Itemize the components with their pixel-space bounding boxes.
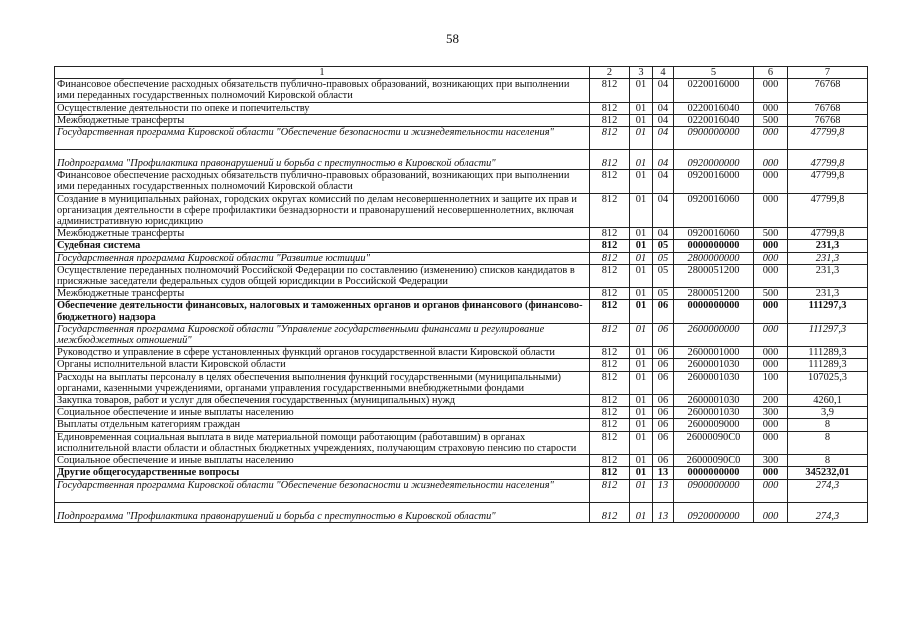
row-ved-code: 812 [590,419,630,431]
row-expense-type: 500 [754,288,788,300]
table-row [55,114,868,126]
table-row [55,288,868,300]
row-amount: 231,3 [788,252,868,264]
table-row [55,467,868,479]
row-subsection-code: 04 [653,228,674,240]
row-target-article: 2800051200 [674,288,754,300]
row-target-article: 0000000000 [674,300,754,323]
table-row [55,170,868,193]
row-subsection-code: 05 [653,240,674,252]
row-section-code: 01 [630,395,653,407]
row-amount: 76768 [788,79,868,102]
row-section-code: 01 [630,419,653,431]
row-name: Осуществление переданных полномочий Российской Федерации по составлению (изменению) списков кандидатов в присяжные заседатели федеральных судов общей юрисдикции в Российской Федерации [55,264,590,287]
row-amount: 231,3 [788,240,868,252]
row-section-code: 01 [630,228,653,240]
row-section-code: 01 [630,467,653,479]
row-section-code: 01 [630,102,653,114]
table-row [55,228,868,240]
row-subsection-code: 06 [653,419,674,431]
row-target-article: 2600001000 [674,347,754,359]
row-target-article: 0900000000 [674,479,754,502]
row-expense-type: 200 [754,395,788,407]
row-expense-type: 000 [754,127,788,150]
table-row [55,193,868,228]
row-subsection-code: 04 [653,102,674,114]
column-number: 6 [754,67,788,79]
row-expense-type: 500 [754,114,788,126]
row-ved-code: 812 [590,467,630,479]
row-name: Государственная программа Кировской области "Обеспечение безопасности и жизнедеятельности населения" [55,127,590,150]
row-amount: 8 [788,455,868,467]
row-section-code: 01 [630,502,653,522]
row-expense-type: 000 [754,323,788,346]
table-row [55,502,868,522]
row-amount: 274,3 [788,502,868,522]
row-subsection-code: 06 [653,455,674,467]
row-amount: 47799,8 [788,150,868,170]
row-subsection-code: 04 [653,127,674,150]
row-target-article: 2800051200 [674,264,754,287]
row-amount: 47799,8 [788,228,868,240]
row-section-code: 01 [630,300,653,323]
row-name: Другие общегосударственные вопросы [55,467,590,479]
row-ved-code: 812 [590,252,630,264]
row-ved-code: 812 [590,114,630,126]
row-expense-type: 100 [754,371,788,394]
row-ved-code: 812 [590,300,630,323]
row-ved-code: 812 [590,479,630,502]
row-amount: 8 [788,431,868,454]
row-amount: 274,3 [788,479,868,502]
row-section-code: 01 [630,240,653,252]
row-amount: 3,9 [788,407,868,419]
row-subsection-code: 13 [653,467,674,479]
table-row [55,300,868,323]
row-ved-code: 812 [590,240,630,252]
row-section-code: 01 [630,479,653,502]
row-section-code: 01 [630,127,653,150]
row-name: Подпрограмма "Профилактика правонарушений и борьба с преступностью в Кировской области" [55,502,590,522]
row-name: Подпрограмма "Профилактика правонарушений и борьба с преступностью в Кировской области" [55,150,590,170]
row-expense-type: 000 [754,502,788,522]
row-target-article: 26000090С0 [674,431,754,454]
row-target-article: 2600000000 [674,323,754,346]
row-section-code: 01 [630,79,653,102]
table-row [55,419,868,431]
row-name: Судебная система [55,240,590,252]
row-ved-code: 812 [590,228,630,240]
row-ved-code: 812 [590,264,630,287]
row-subsection-code: 06 [653,359,674,371]
row-name: Финансовое обеспечение расходных обязательств публично-правовых образований, возникающих при выполнении ими переданных государственных полномочий Кировской области [55,170,590,193]
row-expense-type: 300 [754,455,788,467]
row-name: Осуществление деятельности по опеке и попечительству [55,102,590,114]
row-name: Расходы на выплаты персоналу в целях обеспечения выполнения функций государственными (муниципальными) органами, казенными учреждениями, органами управления государственными внебюджетными фондами [55,371,590,394]
row-ved-code: 812 [590,455,630,467]
row-ved-code: 812 [590,347,630,359]
table-row [55,347,868,359]
row-name: Финансовое обеспечение расходных обязательств публично-правовых образований, возникающих при выполнении ими переданных государственных полномочий Кировской области [55,79,590,102]
row-amount: 107025,3 [788,371,868,394]
row-expense-type: 000 [754,300,788,323]
row-name: Межбюджетные трансферты [55,114,590,126]
column-number: 3 [630,67,653,79]
row-name: Органы исполнительной власти Кировской области [55,359,590,371]
row-subsection-code: 06 [653,431,674,454]
row-target-article: 0900000000 [674,127,754,150]
row-section-code: 01 [630,114,653,126]
row-target-article: 0920016060 [674,228,754,240]
table-row [55,252,868,264]
table-row [55,240,868,252]
column-number: 1 [55,67,590,79]
budget-table [54,66,868,523]
row-subsection-code: 04 [653,150,674,170]
row-amount: 231,3 [788,288,868,300]
row-expense-type: 000 [754,359,788,371]
row-amount: 111289,3 [788,347,868,359]
table-row [55,150,868,170]
row-section-code: 01 [630,288,653,300]
row-name: Социальное обеспечение и иные выплаты населению [55,455,590,467]
row-amount: 8 [788,419,868,431]
row-expense-type: 000 [754,252,788,264]
row-target-article: 2600009000 [674,419,754,431]
row-subsection-code: 04 [653,193,674,228]
row-subsection-code: 06 [653,395,674,407]
row-subsection-code: 04 [653,170,674,193]
row-amount: 4260,1 [788,395,868,407]
row-expense-type: 000 [754,264,788,287]
row-amount: 76768 [788,102,868,114]
row-ved-code: 812 [590,127,630,150]
row-name: Межбюджетные трансферты [55,228,590,240]
row-subsection-code: 06 [653,300,674,323]
row-subsection-code: 05 [653,264,674,287]
table-row [55,371,868,394]
row-target-article: 26000090С0 [674,455,754,467]
column-number: 7 [788,67,868,79]
row-section-code: 01 [630,347,653,359]
row-ved-code: 812 [590,371,630,394]
row-target-article: 0920000000 [674,150,754,170]
row-expense-type: 000 [754,431,788,454]
table-row [55,407,868,419]
row-target-article: 0220016040 [674,102,754,114]
row-section-code: 01 [630,252,653,264]
row-expense-type: 000 [754,347,788,359]
row-subsection-code: 04 [653,114,674,126]
row-name: Социальное обеспечение и иные выплаты населению [55,407,590,419]
row-name: Государственная программа Кировской области "Развитие юстиции" [55,252,590,264]
row-amount: 47799,8 [788,127,868,150]
row-ved-code: 812 [590,359,630,371]
row-target-article: 0000000000 [674,467,754,479]
table-row [55,479,868,502]
row-ved-code: 812 [590,150,630,170]
row-expense-type: 000 [754,102,788,114]
row-ved-code: 812 [590,193,630,228]
row-section-code: 01 [630,455,653,467]
row-target-article: 0220016000 [674,79,754,102]
column-number: 5 [674,67,754,79]
row-section-code: 01 [630,359,653,371]
table-row [55,79,868,102]
row-expense-type: 000 [754,79,788,102]
row-target-article: 2600001030 [674,359,754,371]
row-expense-type: 000 [754,419,788,431]
row-amount: 345232,01 [788,467,868,479]
row-target-article: 2800000000 [674,252,754,264]
row-expense-type: 000 [754,170,788,193]
table-row [55,431,868,454]
row-amount: 231,3 [788,264,868,287]
row-section-code: 01 [630,371,653,394]
row-section-code: 01 [630,193,653,228]
row-target-article: 0920016060 [674,193,754,228]
page-number: 58 [446,31,459,46]
row-amount: 47799,8 [788,170,868,193]
table-row [55,395,868,407]
table-row [55,102,868,114]
row-ved-code: 812 [590,395,630,407]
row-name: Государственная программа Кировской области "Обеспечение безопасности и жизнедеятельности населения" [55,479,590,502]
row-ved-code: 812 [590,431,630,454]
row-target-article: 2600001030 [674,395,754,407]
row-expense-type: 000 [754,240,788,252]
row-ved-code: 812 [590,170,630,193]
table-row [55,323,868,346]
row-expense-type: 300 [754,407,788,419]
row-ved-code: 812 [590,102,630,114]
row-subsection-code: 05 [653,288,674,300]
row-expense-type: 000 [754,467,788,479]
row-amount: 76768 [788,114,868,126]
row-subsection-code: 05 [653,252,674,264]
row-name: Руководство и управление в сфере установленных функций органов государственной власти Кировской области [55,347,590,359]
row-name: Закупка товаров, работ и услуг для обеспечения государственных (муниципальных) нужд [55,395,590,407]
row-expense-type: 500 [754,228,788,240]
row-target-article: 0920000000 [674,502,754,522]
row-subsection-code: 13 [653,502,674,522]
row-section-code: 01 [630,323,653,346]
row-amount: 47799,8 [788,193,868,228]
row-expense-type: 000 [754,193,788,228]
row-subsection-code: 06 [653,407,674,419]
row-ved-code: 812 [590,79,630,102]
table-row [55,359,868,371]
row-expense-type: 000 [754,479,788,502]
row-amount: 111297,3 [788,300,868,323]
row-amount: 111297,3 [788,323,868,346]
row-subsection-code: 04 [653,79,674,102]
row-section-code: 01 [630,170,653,193]
column-number: 2 [590,67,630,79]
row-target-article: 0000000000 [674,240,754,252]
row-subsection-code: 13 [653,479,674,502]
row-ved-code: 812 [590,323,630,346]
row-ved-code: 812 [590,288,630,300]
row-name: Создание в муниципальных районах, городских округах комиссий по делам несовершеннолетних и защите их прав и организация деятельности в сфере профилактики безнадзорности и правонарушений несовершеннолетних, включая административную юрисдикцию [55,193,590,228]
column-number-row [55,67,868,79]
row-subsection-code: 06 [653,323,674,346]
table-row [55,264,868,287]
row-section-code: 01 [630,264,653,287]
row-name: Государственная программа Кировской области "Управление государственными финансами и регулирование межбюджетных отношений" [55,323,590,346]
row-target-article: 0920016000 [674,170,754,193]
row-subsection-code: 06 [653,347,674,359]
row-name: Межбюджетные трансферты [55,288,590,300]
table-row [55,127,868,150]
row-name: Единовременная социальная выплата в виде материальной помощи работающим (работавшим) в органах исполнительной власти области и областных бюджетных учреждениях, получающим страховую пенсию по старости [55,431,590,454]
row-expense-type: 000 [754,150,788,170]
row-section-code: 01 [630,431,653,454]
row-ved-code: 812 [590,407,630,419]
row-ved-code: 812 [590,502,630,522]
row-target-article: 2600001030 [674,407,754,419]
row-section-code: 01 [630,150,653,170]
row-target-article: 0220016040 [674,114,754,126]
row-target-article: 2600001030 [674,371,754,394]
row-section-code: 01 [630,407,653,419]
table-row [55,455,868,467]
row-subsection-code: 06 [653,371,674,394]
row-name: Обеспечение деятельности финансовых, налоговых и таможенных органов и органов финансового (финансово-бюджетного) надзора [55,300,590,323]
row-amount: 111289,3 [788,359,868,371]
row-name: Выплаты отдельным категориям граждан [55,419,590,431]
column-number: 4 [653,67,674,79]
